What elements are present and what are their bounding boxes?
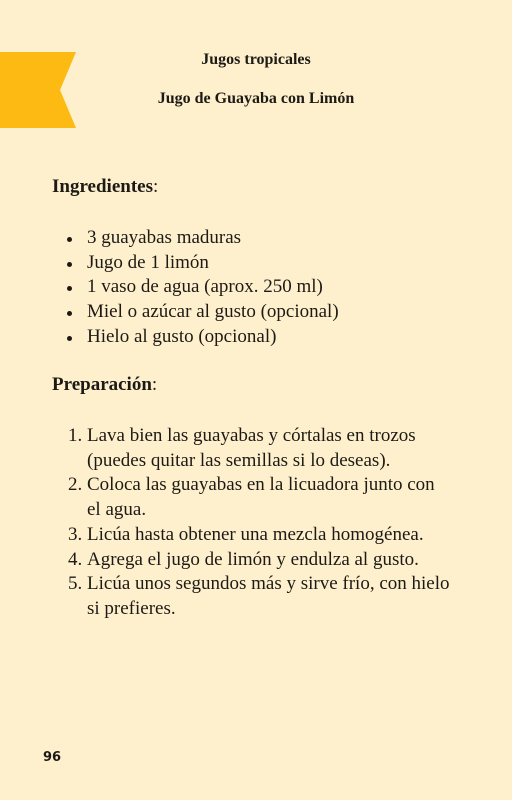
step-text: Licúa hasta obtener una mezcla homogénea. <box>87 523 424 545</box>
step-number: 5. <box>68 573 83 595</box>
list-item <box>52 424 452 473</box>
step-number: 4. <box>68 548 83 570</box>
list-item: Jugo de 1 limón <box>52 251 472 276</box>
step-text: Agrega el jugo de limón y endulza al gusto. <box>87 548 419 570</box>
list-item <box>52 523 452 548</box>
step-text: Lava bien las guayabas y córtalas en trozos (puedes quitar las semillas si lo deseas). <box>87 425 416 471</box>
ingredients-heading: Ingredientes: <box>52 176 159 197</box>
preparation-steps <box>52 424 452 622</box>
ingredients-heading-text: Ingredientes <box>52 176 153 197</box>
step-text: Licúa unos segundos más y sirve frío, con hielo si prefieres. <box>87 573 450 619</box>
recipe-title: Jugo de Guayaba con Limón <box>157 90 355 107</box>
preparation-heading-text: Preparación <box>52 374 152 395</box>
list-item <box>52 572 452 621</box>
list-item: Miel o azúcar al gusto (opcional) <box>52 300 472 325</box>
step-number: 1. <box>68 425 83 446</box>
list-item: 1 vaso de agua (aprox. 250 ml) <box>52 275 472 300</box>
step-number: 2. <box>68 474 83 496</box>
step-text: Coloca las guayabas en la licuadora junto con el agua. <box>87 474 435 521</box>
page-number: 96 <box>43 750 62 765</box>
list-item: Hielo al gusto (opcional) <box>52 325 472 350</box>
preparation-heading: Preparación: <box>52 374 158 395</box>
step-number: 3. <box>68 523 83 545</box>
bookmark-ribbon <box>0 52 76 128</box>
list-item: 3 guayabas maduras <box>52 226 472 251</box>
list-item <box>52 473 452 522</box>
category-label: Jugos tropicales <box>201 51 311 68</box>
list-item <box>52 548 452 573</box>
ingredients-list <box>52 226 472 350</box>
